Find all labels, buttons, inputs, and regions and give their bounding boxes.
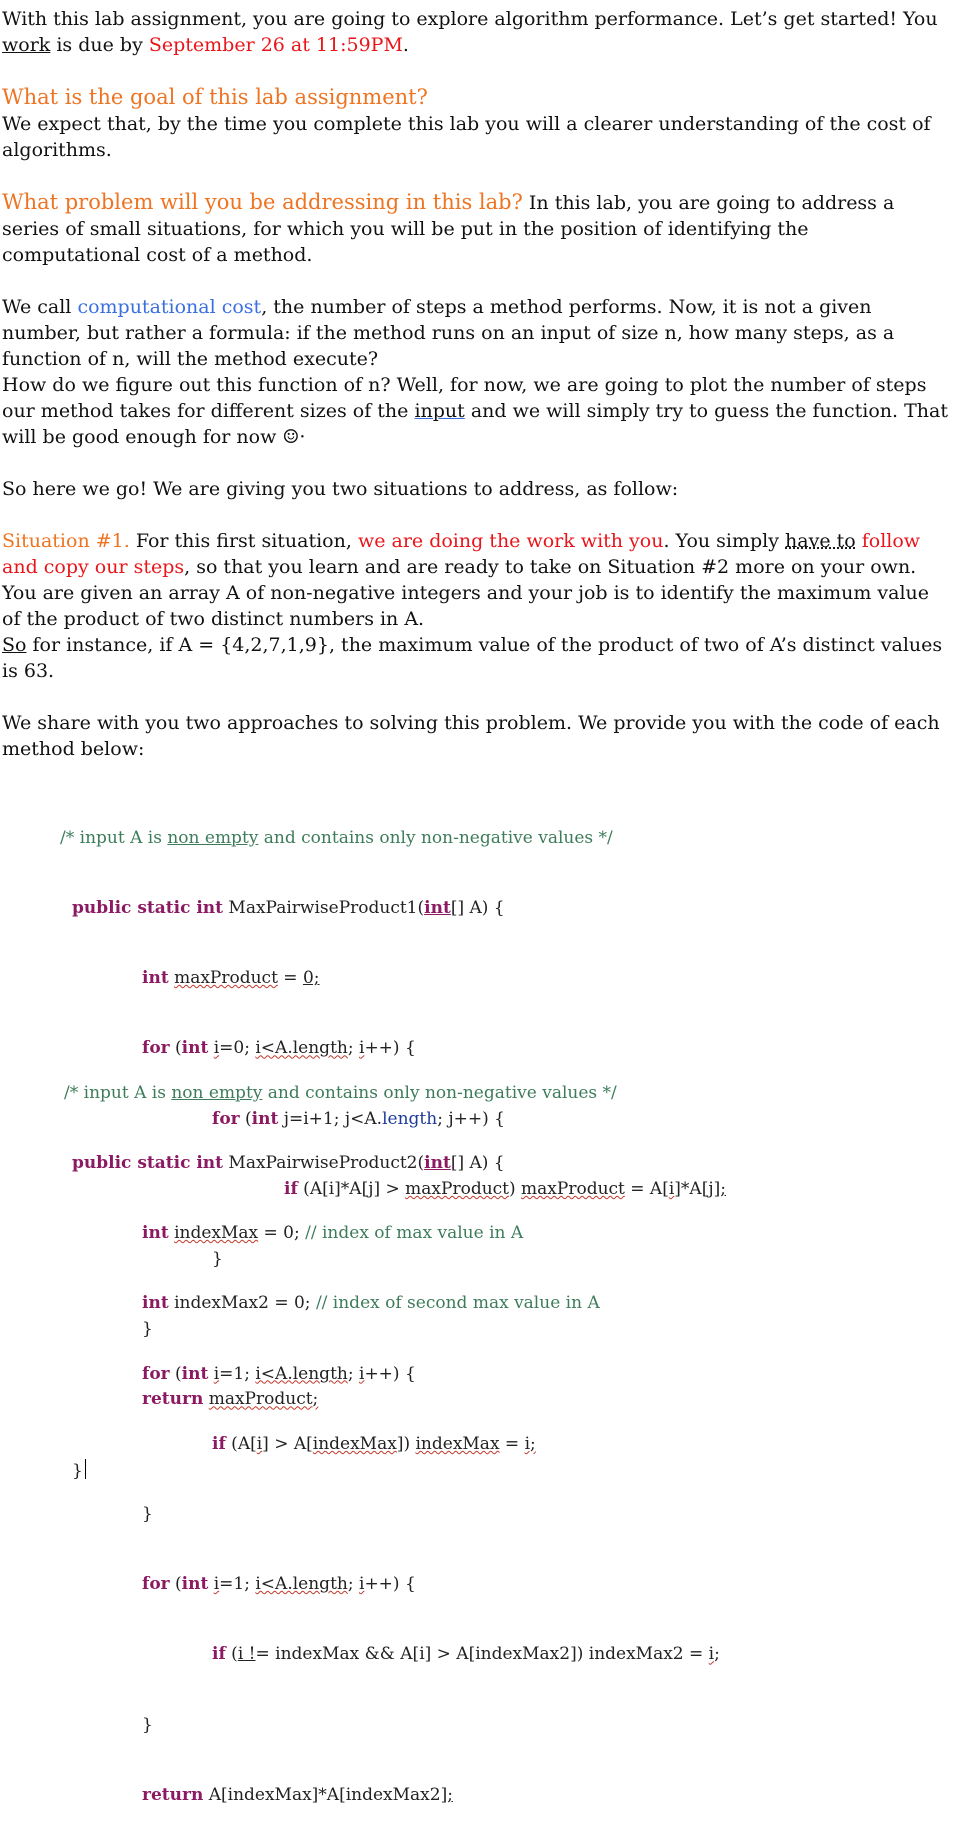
problem-text: In this lab, you are going to address a series of small situations, for which you will be put in the position of identifying the computational cost of a method.	[2, 192, 895, 266]
code2-line-for2: for (int i=1; i<A.length; i++) {	[142, 1574, 416, 1595]
code1-close-outer: }	[142, 1319, 153, 1340]
code2-close2: }	[142, 1714, 153, 1735]
input-word: input	[414, 400, 465, 422]
cost-paragraph: We call computational cost, the number of steps a method performs. Now, it is not a given number, but rather a formula: if the method runs on an input of size n, how many steps, as a function of n, will the method execute? How do we figure out this function of n? Well, for now, we are going to plot the number of steps our method takes for different sizes of the input and we will simply try to guess the function. That will be good enough for now ☺·	[2, 296, 948, 448]
code2-line-if1: if (A[i] > A[indexMax]) indexMax = i;	[212, 1433, 536, 1454]
code-block-2	[0, 1035, 720, 1831]
share-paragraph: We share with you two approaches to solving this problem. We provide you with the code of each method below:	[2, 712, 940, 760]
situation1-paragraph: Situation #1. For this first situation, we are doing the work with you. You simply have to follow and copy our steps, so that you learn and are ready to take on Situation #2 more on your own. You are given an array A of non-negative integers and your job is to identify the maximum value of the product of two distinct numbers in A. So for instance, if A = {4,2,7,1,9}, the maximum value of the product of two of A’s distinct values is 63.	[2, 530, 943, 682]
code2-close1: }	[142, 1504, 153, 1525]
goal-text: We expect that, by the time you complete this lab you will a clearer understanding of the cost of algorithms.	[2, 113, 931, 161]
code2-line-for1: for (int i=1; i<A.length; i++) {	[142, 1363, 416, 1384]
intro-paragraph: With this lab assignment, you are going to explore algorithm performance. Let’s get started! You work is due by September 26 at 11:59PM.	[2, 8, 938, 56]
problem-section	[2, 189, 952, 268]
code2-comment: /* input A is non empty and contains only non-negative values */	[64, 1082, 617, 1103]
code1-comment: /* input A is non empty and contains only non-negative values */	[60, 827, 613, 848]
go-paragraph: So here we go! We are giving you two situations to address, as follow:	[2, 478, 679, 500]
work-word: work	[2, 34, 51, 56]
code1-line-outer-for: for (int i=0; i<A.length; i++) {	[142, 1038, 416, 1059]
goal-section	[2, 84, 952, 163]
problem-heading: What problem will you be addressing in this lab?	[2, 190, 523, 214]
computational-cost-term: computational cost	[77, 296, 262, 318]
code2-signature: public static int MaxPairwiseProduct2(int[] A) {	[72, 1153, 505, 1174]
code1-return: return maxProduct;	[142, 1389, 319, 1410]
code1-line-if: if (A[i]*A[j] > maxProduct) maxProduct = A[i]*A[j];	[284, 1178, 726, 1199]
code1-close-inner: }	[212, 1249, 223, 1270]
code1-line-inner-for: for (int j=i+1; j<A.length; j++) {	[212, 1108, 505, 1129]
code2-line-if2: if (i != indexMax && A[i] > A[indexMax2]) indexMax2 = i;	[212, 1644, 720, 1665]
document-page	[2, 6, 952, 762]
code2-return: return A[indexMax]*A[indexMax2];	[142, 1784, 453, 1805]
goal-heading: What is the goal of this lab assignment?	[2, 85, 428, 109]
code1-close-fn: }	[0, 1459, 726, 1482]
code1-signature: public static int MaxPairwiseProduct1(int[] A) {	[72, 898, 505, 919]
due-date: September 26 at 11:59PM	[148, 34, 403, 56]
code2-line-indexmax: int indexMax = 0; // index of max value in A	[142, 1223, 524, 1244]
code2-line-indexmax2: int indexMax2 = 0; // index of second max value in A	[142, 1293, 600, 1314]
code1-line-declare: int maxProduct = 0;	[142, 968, 320, 989]
situation1-label: Situation #1.	[2, 530, 130, 552]
